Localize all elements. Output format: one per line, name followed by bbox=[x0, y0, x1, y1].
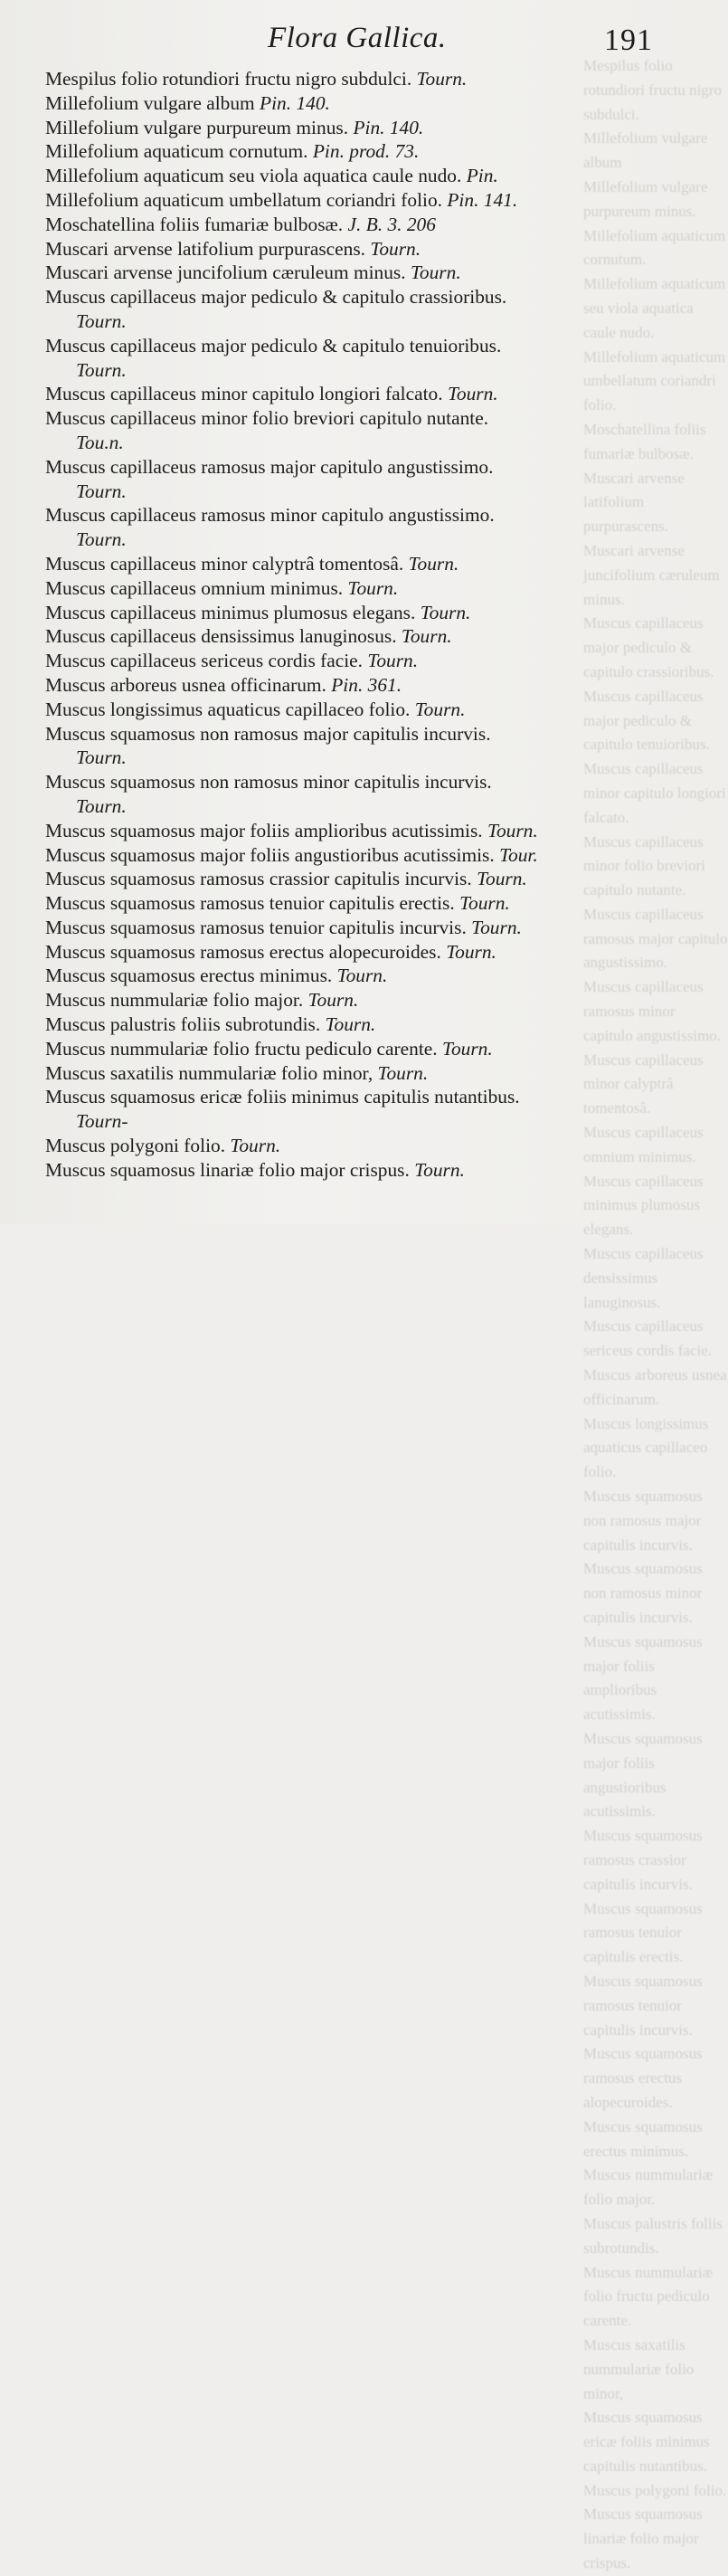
entry-reference: Tourn. bbox=[408, 552, 459, 575]
entry-name: Muscus squamosus erectus minimus. bbox=[45, 965, 333, 987]
list-item bbox=[45, 213, 678, 237]
list-item bbox=[45, 1085, 678, 1134]
list-item bbox=[45, 1012, 678, 1037]
list-item bbox=[45, 867, 678, 891]
list-item bbox=[45, 67, 678, 91]
list-item bbox=[45, 891, 678, 916]
entry-name: Muscus longissimus aquaticus capillaceo folio. bbox=[45, 698, 411, 720]
entry-name: Muscus capillaceus ramosus major capitulo angustissimo. bbox=[45, 455, 494, 478]
entry-name: Muscus capillaceus minor calyptrâ tomentosâ. bbox=[45, 552, 404, 575]
entry-reference: Tourn. bbox=[377, 1061, 429, 1084]
entry-reference: Pin. 140. bbox=[260, 91, 330, 114]
list-item bbox=[45, 261, 678, 285]
entry-name: Muscus saxatilis nummulariæ folio minor, bbox=[45, 1061, 373, 1084]
entry-reference: Tourn. bbox=[347, 576, 399, 599]
list-item bbox=[45, 164, 678, 188]
entry-name: Muscus squamosus ramosus tenuior capitulis erectis. bbox=[45, 892, 455, 915]
entry-reference: Tourn. bbox=[487, 819, 538, 841]
list-item bbox=[45, 406, 678, 455]
entry-reference: Tour. bbox=[499, 843, 538, 866]
entry-reference: Tourn. bbox=[447, 383, 498, 405]
entry-reference: Tourn. bbox=[76, 480, 127, 502]
list-item bbox=[45, 334, 678, 383]
entry-reference: Pin. 361. bbox=[331, 673, 402, 696]
list-item bbox=[45, 139, 678, 164]
list-item bbox=[45, 649, 678, 673]
entry-reference: Tourn. bbox=[76, 309, 127, 332]
entry-name: Millefolium aquaticum seu viola aquatica caule nudo. bbox=[45, 165, 462, 187]
entry-reference: Tourn. bbox=[336, 965, 388, 987]
entry-reference: Tourn. bbox=[401, 625, 452, 648]
list-item bbox=[45, 819, 678, 843]
entry-name: Muscari arvense latifolium purpurascens. bbox=[45, 237, 366, 260]
entry-reference: Tourn. bbox=[76, 528, 127, 551]
list-item bbox=[45, 455, 678, 504]
entry-name: Muscus squamosus linariæ folio major crispus. bbox=[45, 1158, 410, 1181]
entry-reference: Tourn. bbox=[442, 1037, 493, 1060]
entry-reference: Pin. prod. 73. bbox=[312, 140, 420, 163]
entry-name: Muscus nummulariæ folio fructu pediculo carente. bbox=[45, 1037, 438, 1060]
entry-reference: Tourn. bbox=[76, 358, 127, 381]
plant-list bbox=[45, 67, 678, 1183]
entry-name: Muscus capillaceus minimus plumosus elegans. bbox=[45, 601, 416, 623]
list-item bbox=[45, 601, 678, 625]
entry-name: Muscari arvense juncifolium cæruleum minus. bbox=[45, 261, 406, 284]
entry-reference: Tourn. bbox=[414, 698, 466, 720]
entry-reference: Tourn. bbox=[325, 1013, 376, 1036]
list-item bbox=[45, 722, 678, 771]
list-item bbox=[45, 698, 678, 722]
entry-reference: Tourn. bbox=[420, 601, 471, 623]
entry-name: Muscus capillaceus minor folio breviori capitulo nutante. bbox=[45, 407, 489, 430]
entry-name: Millefolium aquaticum umbellatum coriandri folio. bbox=[45, 188, 442, 211]
entry-name: Muscus capillaceus sericeus cordis facie. bbox=[45, 650, 364, 672]
entry-name: Muscus nummulariæ folio major. bbox=[45, 989, 304, 1012]
entry-reference: Tourn. bbox=[477, 868, 527, 890]
entry-name: Moschatellina foliis fumariæ bulbosæ. bbox=[45, 213, 344, 235]
list-item bbox=[45, 91, 678, 116]
entry-name: Muscus capillaceus major pediculo & capitulo tenuioribus. bbox=[45, 334, 502, 356]
entry-name: Muscus palustris foliis subrotundis. bbox=[45, 1013, 321, 1036]
page-header bbox=[0, 22, 723, 63]
entry-reference: Tourn. bbox=[230, 1135, 281, 1157]
entry-reference: Tou.n. bbox=[76, 431, 124, 453]
entry-name: Millefolium vulgare purpureum minus. bbox=[45, 116, 349, 138]
entry-reference: Tourn. bbox=[370, 237, 421, 260]
entry-reference: Tourn. bbox=[410, 261, 461, 284]
entry-reference: Tourn. bbox=[76, 746, 127, 769]
entry-reference: Pin. 141. bbox=[447, 188, 518, 211]
list-item bbox=[45, 285, 678, 334]
entry-name: Muscus squamosus major foliis angustioribus acutissimis. bbox=[45, 843, 495, 866]
list-item bbox=[45, 988, 678, 1012]
entry-reference: Tourn. bbox=[76, 794, 127, 817]
entry-reference: Tourn. bbox=[414, 1158, 465, 1181]
entry-reference: Pin. 140. bbox=[353, 116, 424, 138]
list-item bbox=[45, 916, 678, 940]
entry-reference: Pin. bbox=[466, 165, 498, 187]
list-item bbox=[45, 770, 678, 819]
list-item bbox=[45, 1061, 678, 1086]
entry-name: Muscus arboreus usnea officinarum. bbox=[45, 673, 326, 696]
entry-reference: Tourn- bbox=[76, 1110, 128, 1133]
list-item bbox=[45, 382, 678, 406]
entry-name: Muscus squamosus ramosus tenuior capitulis incurvis. bbox=[45, 916, 467, 938]
list-item bbox=[45, 843, 678, 868]
list-item bbox=[45, 503, 678, 552]
page-number: 191 bbox=[604, 24, 653, 57]
running-title: Flora Gallica. bbox=[268, 22, 447, 54]
entry-name: Muscus squamosus major foliis amplioribus acutissimis. bbox=[45, 819, 483, 841]
entry-name: Muscus capillaceus densissimus lanuginosus. bbox=[45, 625, 397, 648]
list-item bbox=[45, 1158, 678, 1183]
list-item bbox=[45, 673, 678, 698]
entry-reference: Tourn. bbox=[471, 916, 522, 938]
list-item bbox=[45, 116, 678, 140]
list-item bbox=[45, 237, 678, 261]
entry-name: Muscus capillaceus minor capitulo longiori falcato. bbox=[45, 383, 443, 405]
entry-name: Muscus polygoni folio. bbox=[45, 1135, 226, 1157]
list-item bbox=[45, 1134, 678, 1158]
entry-name: Muscus capillaceus omnium minimus. bbox=[45, 576, 344, 599]
entry-reference: Tourn. bbox=[307, 989, 359, 1012]
entry-reference: Tourn. bbox=[459, 892, 510, 915]
entry-reference: Tourn. bbox=[416, 68, 468, 90]
entry-name: Muscus capillaceus major pediculo & capitulo crassioribus. bbox=[45, 286, 507, 309]
entry-name: Millefolium aquaticum cornutum. bbox=[45, 140, 308, 163]
list-item bbox=[45, 552, 678, 576]
entry-name: Muscus squamosus non ramosus major capitulis incurvis. bbox=[45, 722, 491, 745]
entry-name: Millefolium vulgare album bbox=[45, 91, 255, 114]
entry-name: Muscus squamosus ramosus crassior capitulis incurvis. bbox=[45, 868, 472, 890]
entry-name: Muscus squamosus ramosus erectus alopecuroides. bbox=[45, 940, 441, 963]
list-item bbox=[45, 188, 678, 213]
entry-reference: Tourn. bbox=[367, 650, 419, 672]
entry-name: Mespilus folio rotundiori fructu nigro subdulci. bbox=[45, 68, 412, 90]
list-item bbox=[45, 1037, 678, 1061]
entry-reference: Tourn. bbox=[446, 940, 496, 963]
entry-reference: J. B. 3. 206 bbox=[347, 213, 436, 235]
list-item bbox=[45, 964, 678, 988]
list-item bbox=[45, 940, 678, 965]
entry-name: Muscus capillaceus ramosus minor capitulo angustissimo. bbox=[45, 504, 495, 527]
entry-name: Muscus squamosus non ramosus minor capitulis incurvis. bbox=[45, 771, 492, 794]
list-item bbox=[45, 624, 678, 649]
entry-name: Muscus squamosus ericæ foliis minimus capitulis nutantibus. bbox=[45, 1086, 520, 1108]
list-item bbox=[45, 576, 678, 601]
show-through-text: Mespilus folio rotundiori fructu nigro subdulci. Millefolium vulgare album Millefolium vulgare purpureum minus. Millefolium aquaticum cornutum. Millefolium aquaticum seu viola aquatica caule nudo. Millefolium aquaticum umbellatum coriandri folio. Moschatellina foliis fumariæ bulbosæ. Muscari arvense latifolium purpurascens. Muscari arvense juncifolium cæruleum minus. Muscus capillaceus major pediculo & capitulo crassioribus. Muscus capillaceus major pediculo & capitulo tenuioribus. Muscus capillaceus minor capitulo longiori falcato. Muscus capillaceus minor folio breviori capitulo nutante. Muscus capillaceus ramosus major capitulo angustissimo. Muscus capillaceus ramosus minor capitulo angustissimo. Muscus capillaceus minor calyptrâ tomentosâ. Muscus capillaceus omnium minimus. Muscus capillaceus minimus plumosus elegans. Muscus capillaceus densissimus lanuginosus. Muscus capillaceus sericeus cordis facie. Muscus arboreus usnea officinarum. Muscus longissimus aquaticus capillaceo folio. Muscus squamosus non ramosus major capitulis incurvis. Muscus squamosus non ramosus minor capitulis incurvis. Muscus squamosus major foliis amplioribus acutissimis. Muscus squamosus major foliis angustioribus acutissimis. Muscus squamosus ramosus crassior capitulis incurvis. Muscus squamosus ramosus tenuior capitulis erectis. Muscus squamosus ramosus tenuior capitulis incurvis. Muscus squamosus ramosus erectus alopecuroides. Muscus squamosus erectus minimus. Muscus nummulariæ folio major. Muscus palustris foliis subrotundis. Muscus nummulariæ folio fructu pediculo carente. Muscus saxatilis nummulariæ folio minor, Muscus squamosus ericæ foliis minimus capitulis nutantibus. Muscus polygoni folio. Muscus squamosus linariæ folio major crispus. bbox=[583, 57, 728, 2572]
